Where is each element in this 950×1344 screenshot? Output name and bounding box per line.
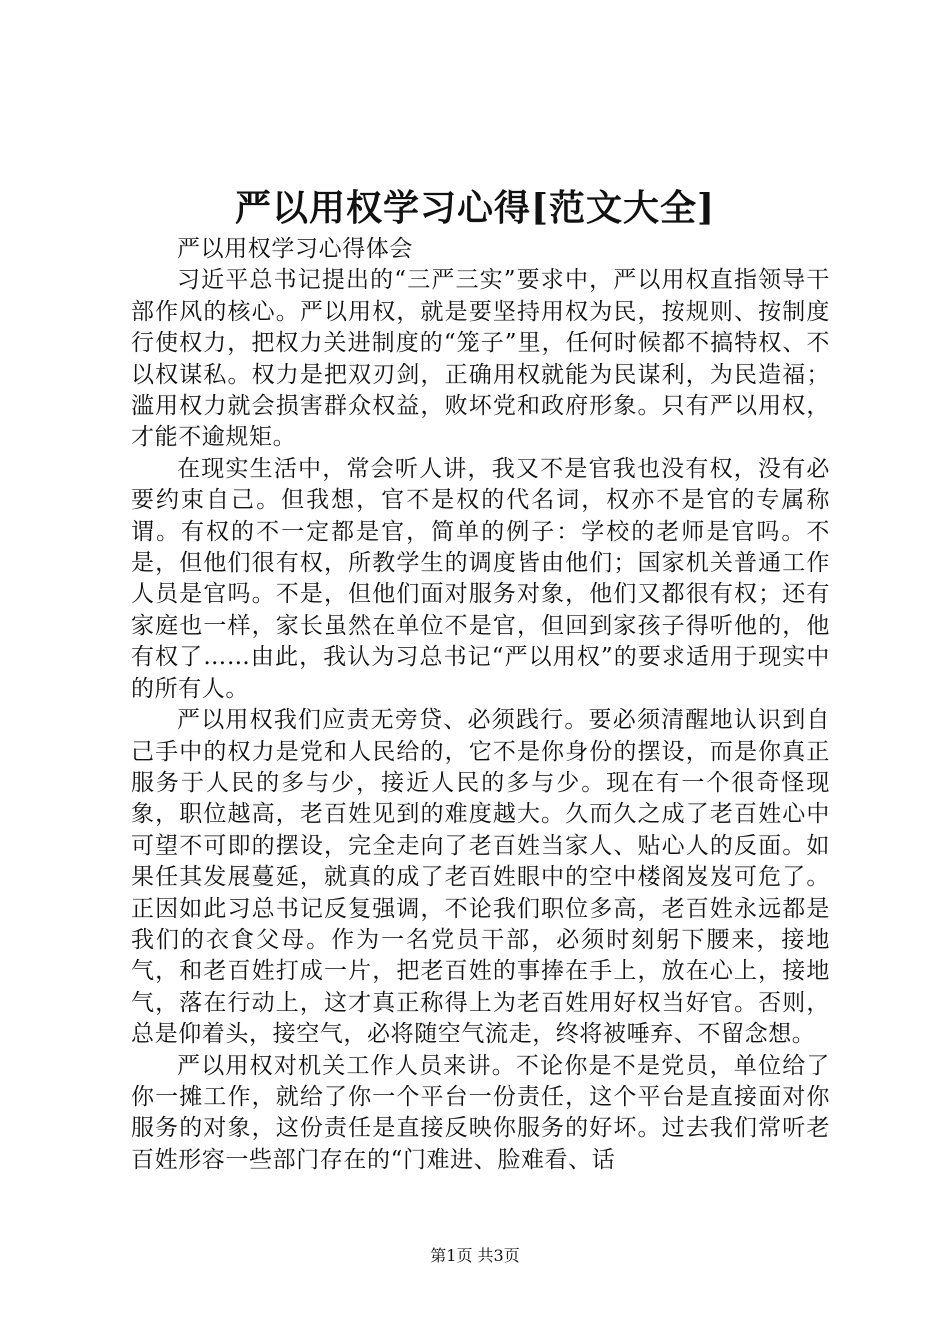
paragraph: 严以用权我们应责无旁贷、必须践行。要必须清醒地认识到自己手中的权力是党和人民给的，它不是你身份的摆设，而是你真正服务于人民的多与少，接近人民的多与少。现在有一个很奇怪现象，职位越高，老百姓见到的难度越大。久而久之成了老百姓心中可望不可即的摆设，完全走向了老百姓当家人、贴心人的反面。如果任其发展蔓延，就真的成了老百姓眼中的空中楼阁岌岌可危了。正因如此习总书记反复强调，不论我们职位多高，老百姓永远都是我们的衣食父母。作为一名党员干部，必须时刻躬下腰来，接地气，和老百姓打成一片，把老百姓的事捧在手上，放在心上，接地气，落在行动上，这才真正称得上为老百姓用好权当好官。否则，总是仰着头，接空气，必将随空气流走，终将被唾弃、不留念想。 (131, 707, 830, 1048)
subtitle-line: 严以用权学习心得体会 (177, 236, 413, 262)
document-title: 严以用权学习心得[范文大全] (234, 187, 716, 229)
page-footer: 第1页 共3页 (430, 1246, 520, 1265)
document-body (131, 234, 830, 1176)
paragraph: 严以用权对机关工作人员来讲。不论你是不是党员，单位给了你一摊工作，就给了你一个平台一份责任，这个平台是直接面对你服务的对象，这份责任是直接反映你服务的好坏。过去我们常听老百姓形容一些部门存在的“门难进、脸难看、话 (131, 1052, 830, 1173)
paragraph: 习近平总书记提出的“三严三实”要求中，严以用权直指领导干部作风的核心。严以用权，就是要坚持用权为民，按规则、按制度行使权力，把权力关进制度的“笼子”里，任何时候都不搞特权、不以权谋私。权力是把双刃剑，正确用权就能为民谋利，为民造福；滥用权力就会损害群众权益，败坏党和政府形象。只有严以用权，才能不逾规矩。 (131, 267, 830, 451)
paragraph: 在现实生活中，常会听人讲，我又不是官我也没有权，没有必要约束自己。但我想，官不是权的代名词，权亦不是官的专属称谓。有权的不一定都是官，简单的例子：学校的老师是官吗。不是，但他们很有权，所教学生的调度皆由他们；国家机关普通工作人员是官吗。不是，但他们面对服务对象，他们又都很有权；还有家庭也一样，家长虽然在单位不是官，但回到家孩子得听他的，他有权了……由此，我认为习总书记“严以用权”的要求适用于现实中的所有人。 (131, 455, 830, 702)
